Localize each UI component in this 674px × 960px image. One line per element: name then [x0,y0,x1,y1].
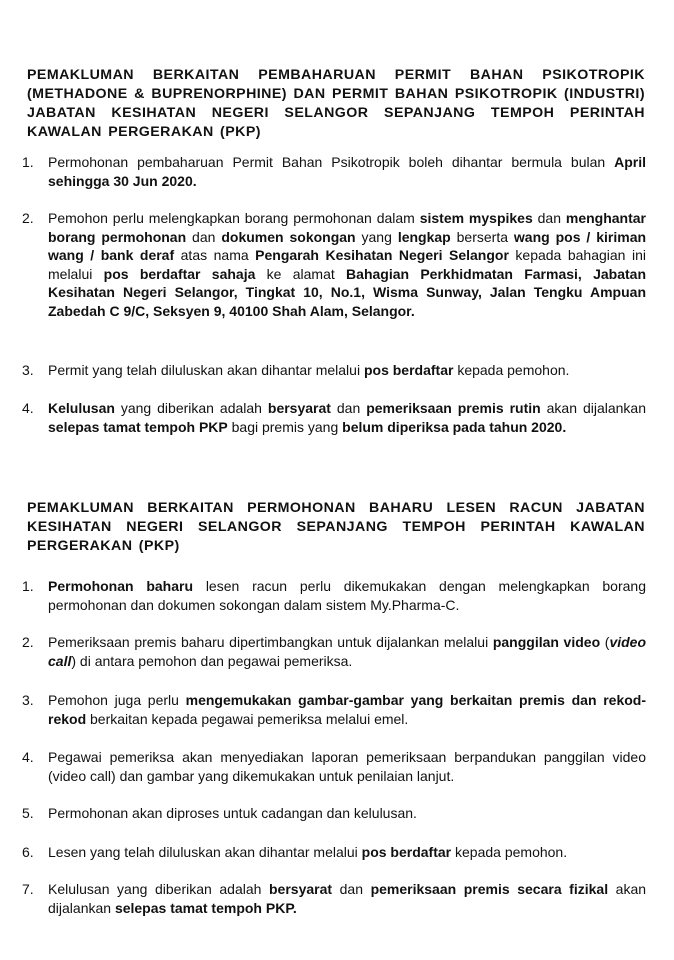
item-text [48,880,646,917]
item-text [48,843,646,862]
text-segment: ) di antara pemohon dan pegawai pemeriksa. [71,652,353,669]
list-item [22,361,646,380]
text-segment: dan [332,881,371,897]
bold-text-segment: Pengarah Kesihatan Negeri Selangor [255,247,509,263]
item-text [48,399,646,436]
list-item [22,804,646,823]
bold-text-segment: bersyarat [267,400,331,416]
list-item [22,691,646,728]
text-segment: Permit yang telah diluluskan akan dihantar melalui [48,362,364,378]
item-text [48,748,646,785]
bold-text-segment: April sehingga 30 Jun 2020. [48,154,646,189]
text-segment: Pegawai pemeriksa akan menyediakan laporan pemeriksaan berpandukan panggilan video (video call) dan gambar yang dikemukakan untuk penilaian lanjut. [48,749,646,784]
list-item [22,748,646,785]
item-text [48,577,646,614]
bold-text-segment: pemeriksaan premis rutin [366,400,541,416]
text-segment: Lesen yang telah diluluskan akan dihantar melalui [48,844,362,860]
text-segment: ke alamat [255,265,347,282]
bold-text-segment: selepas tamat tempoh PKP [48,418,228,435]
text-segment: bagi premis yang [227,418,343,435]
bold-text-segment: pemeriksaan premis secara fizikal [370,881,609,897]
item-text [48,361,646,380]
text-segment: Pemeriksaan premis baharu dipertimbangkan untuk dijalankan melalui [48,634,493,650]
item-number: 1. [22,578,34,594]
list-item [22,577,646,614]
text-segment: Pemohon perlu melengkapkan borang permohonan dalam [48,210,420,226]
item-text [48,804,646,823]
text-segment: kepada pemohon. [451,844,568,860]
text-segment: kepada bahagian ini melalui [48,247,646,282]
bold-text-segment: Kelulusan [48,400,115,416]
bold-text-segment: selepas tamat tempoh PKP. [114,899,297,916]
text-segment: akan dijalankan [540,400,646,416]
text-segment: ( [600,634,610,650]
bold-text-segment: pos berdaftar sahaja [103,265,256,282]
bold-text-segment: mengemukakan gambar-gambar yang berkaitan premis dan rekod-rekod [48,692,646,727]
section2-heading: PEMAKLUMAN BERKAITAN PERMOHONAN BAHARU LESEN RACUN JABATAN KESIHATAN NEGERI SELANGOR SEPANJANG TEMPOH PERINTAH KAWALAN PERGERAKAN (PKP) [27,500,645,554]
item-number: 1. [22,154,34,170]
text-segment: yang [355,228,398,245]
text-segment: dan [330,400,367,416]
item-number: 2. [22,210,34,226]
item-number: 7. [22,881,34,897]
text-segment: Pemohon juga perlu [48,692,186,708]
text-segment: dan [186,228,222,245]
bold-text-segment: dokumen sokongan [221,228,356,245]
text-segment: Permohonan pembaharuan Permit Bahan Psikotropik boleh dihantar bermula bulan [48,154,615,170]
item-number: 4. [22,749,34,765]
text-segment: berkaitan kepada pegawai pemeriksa melalui emel. [86,710,409,727]
item-text [48,153,646,190]
text-segment: akan dijalankan [48,881,647,916]
bold-text-segment: video call [48,634,647,669]
list-item [22,153,646,190]
text-segment: yang diberikan adalah [114,400,268,416]
list-item [22,209,646,320]
bold-text-segment: lengkap [397,228,451,245]
text-segment: kepada pemohon. [453,362,570,378]
text-segment: Permohonan akan diproses untuk cadangan dan kelulusan. [48,805,417,821]
item-number: 6. [22,844,34,860]
text-segment: Kelulusan yang diberikan adalah [48,881,269,897]
bold-text-segment: sistem myspikes [419,210,533,226]
item-text [48,633,646,670]
bold-text-segment: Permohonan baharu [48,578,194,594]
item-text [48,691,646,728]
item-text [48,209,646,320]
text-segment: dan [532,210,566,226]
bold-text-segment: Bahagian Perkhidmatan Farmasi, Jabatan Kesihatan Negeri Selangor, Tingkat 10, No.1, Wisma Sunway, Jalan Tengku Ampuan Zabedah C 9/C, Seksyen 9, 40100 Shah Alam, Selangor. [48,265,646,319]
bold-text-segment: wang pos / kiriman wang / bank deraf [48,228,647,263]
list-item [22,843,646,862]
list-item [22,880,646,917]
bold-text-segment: bersyarat [269,881,333,897]
text-segment: berserta [450,228,514,245]
text-segment: lesen racun perlu dikemukakan dengan melengkapkan borang permohonan dan dokumen sokongan dalam sistem My.Pharma-C. [48,578,646,613]
bold-text-segment: belum diperiksa pada tahun 2020. [342,418,567,435]
text-segment: atas nama [174,247,256,263]
bold-text-segment: pos berdaftar [361,844,452,860]
list-item [22,399,646,436]
section1-heading: PEMAKLUMAN BERKAITAN PEMBAHARUAN PERMIT BAHAN PSIKOTROPIK (METHADONE & BUPRENORPHINE) DAN PERMIT BAHAN PSIKOTROPIK (INDUSTRI) JABATAN KESIHATAN NEGERI SELANGOR SEPANJANG TEMPOH PERINTAH KAWALAN PERGERAKAN (PKP) [27,67,645,140]
item-number: 4. [22,400,34,416]
item-number: 5. [22,805,34,821]
bold-text-segment: panggilan video [492,634,601,650]
item-number: 3. [22,692,34,708]
bold-text-segment: menghantar borang permohonan [48,210,646,245]
item-number: 3. [22,362,34,378]
list-item [22,633,646,670]
bold-text-segment: pos berdaftar [363,362,454,378]
item-number: 2. [22,634,34,650]
